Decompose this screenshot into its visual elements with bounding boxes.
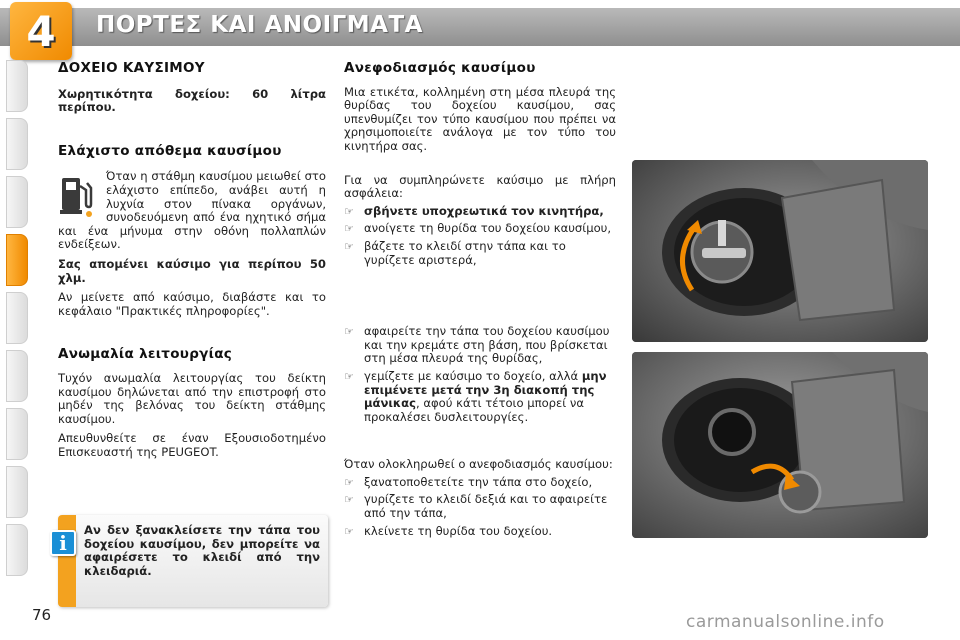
- list-item-text-warning: μην επιμένετε μετά την 3η διακοπή της μάνικας: [364, 368, 607, 411]
- list-item: [344, 222, 616, 236]
- chapter-number: 4: [26, 6, 56, 56]
- watermark: carmanualsonline.info: [686, 612, 885, 632]
- side-tab[interactable]: [6, 350, 28, 402]
- info-icon: i: [50, 530, 76, 556]
- pointing-hand-icon: ☞: [344, 204, 354, 218]
- list-item: [344, 476, 616, 490]
- pointing-hand-icon: ☞: [344, 222, 354, 236]
- side-tab[interactable]: [6, 408, 28, 460]
- after-refuel-intro-text: Όταν ολοκληρωθεί ο ανεφοδιασμός καυσίμου:: [344, 457, 613, 472]
- list-item: [344, 525, 616, 539]
- fuel-cap-removed-illustration: [632, 352, 928, 538]
- info-box-bar: [58, 515, 76, 607]
- left-column: [58, 62, 326, 459]
- side-tab[interactable]: [6, 466, 28, 518]
- refuel-intro-text: Μια ετικέτα, κολλημένη στη μέσα πλευρά της θυρίδας του δοχείου καυσίμου, σας υπενθυμίζει τον τύπο καυσίμου που πρέπει να χρησιμοποιείτε ανάλογα με τον τύπο του κινητήρα σας.: [344, 84, 616, 153]
- middle-column: [344, 62, 616, 538]
- section-title-min-fuel: Ελάχιστο απόθεμα καυσίμου: [58, 142, 282, 159]
- list-item-text: ανοίγετε τη θυρίδα του δοχείου καυσίμου,: [364, 221, 612, 236]
- list-item-text-pre: γεμίζετε με καύσιμο το δοχείο, αλλά: [364, 368, 582, 383]
- chapter-side-tabs: [0, 60, 34, 600]
- list-item: [344, 240, 616, 267]
- tank-capacity-text: Χωρητικότητα δοχείου: 60 λίτρα περίπου.: [58, 86, 326, 115]
- info-text: Αν δεν ξανακλείσετε την τάπα του δοχείου καυσίμου, δεν μπορείτε να αφαιρέσετε το κλειδί από την κλειδαριά.: [84, 523, 320, 578]
- page-header: [0, 0, 960, 56]
- safety-intro-text: Για να συμπληρώνετε καύσιμο με πλήρη ασφάλεια:: [344, 172, 616, 201]
- chapter-badge: [10, 2, 72, 60]
- section-title-fuel-tank: ΔΟΧΕΙΟ ΚΑΥΣΙΜΟΥ: [58, 60, 205, 76]
- page-title: ΠΟΡΤΕΣ ΚΑΙ ΑΝΟΙΓΜΑΤΑ: [96, 12, 423, 38]
- side-tab[interactable]: [6, 60, 28, 112]
- list-item-text: ξανατοποθετείτε την τάπα στο δοχείο,: [364, 474, 593, 489]
- list-item-text: αφαιρείτε την τάπα του δοχείου καυσίμου και την κρεμάτε στη βάση, που βρίσκεται στη μέσα πλευρά της θυρίδας,: [364, 324, 610, 366]
- pointing-hand-icon: ☞: [344, 369, 354, 383]
- pointing-hand-icon: ☞: [344, 239, 354, 253]
- fault-text-2: Απευθυνθείτε σε έναν Εξουσιοδοτημένο Επισκευαστή της PEUGEOT.: [58, 431, 326, 459]
- pointing-hand-icon: ☞: [344, 475, 354, 489]
- side-tab[interactable]: [6, 176, 28, 228]
- fuel-pump-icon: [58, 172, 96, 218]
- list-item-text: βάζετε το κλειδί στην τάπα και το γυρίζετε αριστερά,: [364, 238, 566, 267]
- pointing-hand-icon: ☞: [344, 325, 354, 339]
- section-title-fault: Ανωμαλία λειτουργίας: [58, 346, 233, 363]
- list-item-text: γυρίζετε το κλειδί δεξιά και το αφαιρείτε από την τάπα,: [364, 492, 608, 521]
- list-item-text-post: , αφού κάτι τέτοιο μπορεί να προκαλέσει δυσλειτουργίες.: [364, 396, 585, 424]
- list-item: [344, 325, 616, 366]
- min-fuel-reference-text: Αν μείνετε από καύσιμο, διαβάστε και το κεφάλαιο "Πρακτικές πληροφορίες".: [58, 290, 326, 318]
- side-tab[interactable]: [6, 292, 28, 344]
- list-item: [344, 493, 616, 520]
- min-fuel-text: Όταν η στάθμη καυσίμου μειωθεί στο ελάχιστο επίπεδο, ανάβει αυτή η λυχνία στον πίνακα οργάνων, συνοδευόμενη από ένα ηχητικό σήμα και ένα μήνυμα στην οθόνη πολλαπλών ενδείξεων.: [58, 169, 326, 252]
- list-item-text: [364, 370, 616, 424]
- section-title-refuelling: Ανεφοδιασμός καυσίμου: [344, 60, 536, 76]
- page-number: 76: [32, 606, 52, 624]
- list-item: [344, 205, 616, 219]
- list-item-text: σβήνετε υποχρεωτικά τον κινητήρα,: [364, 203, 604, 218]
- side-tab-active[interactable]: [6, 234, 28, 286]
- list-item-text: κλείνετε τη θυρίδα του δοχείου.: [364, 523, 553, 538]
- pointing-hand-icon: ☞: [344, 524, 354, 538]
- pointing-hand-icon: ☞: [344, 493, 354, 507]
- list-item: [344, 370, 616, 424]
- side-tab[interactable]: [6, 524, 28, 576]
- min-fuel-range-text: Σας απομένει καύσιμο για περίπου 50 χλμ.: [58, 256, 326, 285]
- fault-text-1: Τυχόν ανωμαλία λειτουργίας του δείκτη καυσίμου δηλώνεται από την επιστροφή στο μηδέν της βελόνας του δείκτη στάθμης καυσίμου.: [58, 370, 326, 426]
- side-tab[interactable]: [6, 118, 28, 170]
- fuel-cap-key-illustration: [632, 160, 928, 342]
